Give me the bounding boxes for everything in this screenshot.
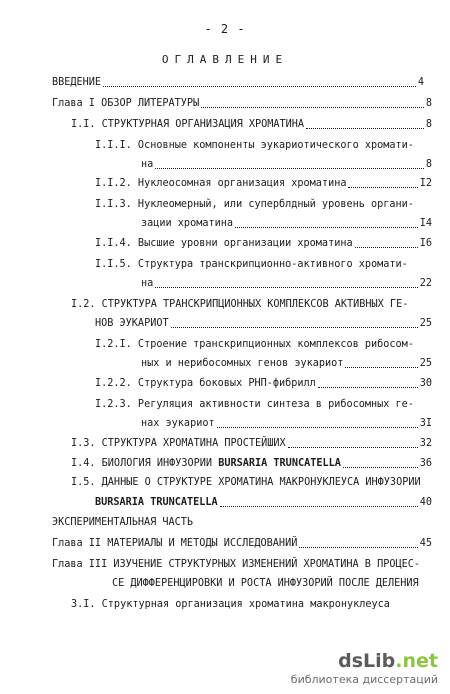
toc-entry-text: I.I.5. Структура транскрипционно-активного хромати- — [95, 259, 408, 270]
toc-entry-text: Глава I ОБЗОР ЛИТЕРАТУРЫ — [52, 98, 200, 109]
toc-entry-subsection-1-2-3-cont — [141, 417, 432, 431]
toc-entry-page: 32 — [419, 438, 432, 449]
toc-entry-section-1-3 — [71, 437, 432, 451]
watermark — [291, 650, 438, 686]
toc-entry-page: 36 — [419, 458, 432, 469]
toc-entry-section-1-2-cont — [95, 317, 432, 331]
leader-dots — [343, 467, 418, 468]
toc-title: ОГЛАВЛЕНИЕ — [161, 53, 289, 66]
toc-entry-subsection-1-2-3 — [95, 398, 414, 412]
leader-dots — [348, 187, 417, 188]
toc-entry-page: I4 — [419, 218, 432, 229]
leader-dots — [155, 168, 424, 169]
toc-entry-text: 3.I. Структурная организация хроматина макронуклеуса — [71, 599, 390, 610]
toc-entry-text: на — [141, 278, 154, 289]
toc-entry-text: на — [141, 159, 154, 170]
toc-entry-text: ных и нерибосомных генов эукариот — [141, 358, 344, 369]
toc-entry-subsection-1-2-1-cont — [141, 357, 432, 371]
toc-entry-text — [95, 496, 218, 510]
toc-entry-section-1-4 — [71, 457, 432, 471]
species-name: BURSARIA TRUNCATELLA — [218, 458, 341, 469]
toc-entry-section-3-1 — [71, 598, 390, 612]
toc-entry-subsection-1-1-2 — [95, 177, 432, 191]
toc-entry-page: 22 — [419, 278, 432, 289]
toc-entry-subsection-1-2-1 — [95, 338, 414, 352]
leader-dots — [355, 247, 418, 248]
species-name: BURSARIA TRUNCATELLA — [95, 497, 218, 508]
toc-entry-subsection-1-1-5 — [95, 258, 408, 272]
toc-entry-subsection-1-1-3 — [95, 198, 414, 212]
leader-dots — [345, 367, 417, 368]
toc-entry-chapter-1 — [52, 97, 432, 111]
toc-entry-text: I.3. СТРУКТУРА ХРОМАТИНА ПРОСТЕЙШИХ — [71, 438, 286, 449]
leader-dots — [299, 547, 417, 548]
toc-entry-text: НОВ ЭУКАРИОТ — [95, 318, 169, 329]
toc-entry-text: I.I. СТРУКТУРНАЯ ОРГАНИЗАЦИЯ ХРОМАТИНА — [71, 119, 305, 130]
toc-entry-text: Глава II МАТЕРИАЛЫ И МЕТОДЫ ИССЛЕДОВАНИЙ — [52, 538, 298, 549]
toc-entry-section-1-5-cont — [95, 496, 432, 510]
toc-entry-text: I.I.4. Высшие уровни организации хроматина — [95, 238, 353, 249]
toc-entry-text: нах эукариот — [141, 418, 215, 429]
toc-entry-text: I.2. СТРУКТУРА ТРАНСКРИПЦИОННЫХ КОМПЛЕКСОВ АКТИВНЫХ ГЕ- — [71, 299, 409, 310]
toc-entry-page: I6 — [419, 238, 432, 249]
toc-entry-page: 30 — [419, 378, 432, 389]
toc-entry-experimental-part — [52, 516, 193, 530]
toc-entry-page: 40 — [419, 497, 432, 508]
toc-entry-text: Глава III ИЗУЧЕНИЕ СТРУКТУРНЫХ ИЗМЕНЕНИЙ ХРОМАТИНА В ПРОЦЕС- — [52, 559, 421, 570]
toc-entry-subsection-1-1-1-cont — [141, 158, 432, 172]
toc-entry-page: 3I — [419, 418, 432, 429]
toc-entry-page: I2 — [419, 178, 432, 189]
leader-dots — [306, 128, 424, 129]
toc-entry-page: 8 — [425, 159, 432, 170]
toc-entry-section-1-1 — [71, 118, 432, 132]
leader-dots — [103, 86, 416, 87]
leader-dots — [217, 427, 418, 428]
toc-entry-text: I.I.2. Нуклеосомная организация хроматина — [95, 178, 347, 189]
leader-dots — [171, 327, 418, 328]
toc-entry-text: I.5. ДАННЫЕ О СТРУКТУРЕ ХРОМАТИНА МАКРОНУКЛЕУСА ИНФУЗОРИИ — [71, 477, 421, 488]
watermark-logo: dsLib.net — [338, 650, 438, 672]
toc-entry-page: 45 — [419, 538, 432, 549]
toc-entry-text: ЭКСПЕРИМЕНТАЛЬНАЯ ЧАСТЬ — [52, 517, 194, 528]
toc-entry-section-1-2 — [71, 298, 408, 312]
toc-entry-subsection-1-1-5-cont — [141, 277, 432, 291]
toc-entry-introduction — [52, 76, 424, 90]
toc-entry-page: 8 — [425, 98, 432, 109]
toc-entry-page: 4 — [417, 77, 424, 88]
leader-dots — [318, 387, 418, 388]
toc-entry-subsection-1-1-3-cont — [141, 217, 432, 231]
toc-entry-text: I.I.3. Нуклеомерный, или суперблдный уровень органи- — [95, 199, 414, 210]
leader-dots — [220, 506, 418, 507]
page-number: - 2 - — [204, 22, 246, 36]
toc-entry-text: СЕ ДИФФЕРЕНЦИРОВКИ И РОСТА ИНФУЗОРИЙ ПОСЛЕ ДЕЛЕНИЯ — [112, 578, 419, 589]
toc-entry-text: I.2.2. Структура боковых РНП-фибрилл — [95, 378, 316, 389]
toc-entry-text: I.2.I. Строение транскрипционных комплексов рибосом- — [95, 339, 414, 350]
toc-entry-subsection-1-1-4 — [95, 237, 432, 251]
toc-entry-chapter-2 — [52, 537, 432, 551]
toc-entry-text: зации хроматина — [141, 218, 234, 229]
leader-dots — [201, 107, 424, 108]
toc-entry-page: 25 — [419, 358, 432, 369]
toc-entry-text: I.2.3. Регуляция активности синтеза в рибосомных ге- — [95, 399, 414, 410]
toc-entry-section-1-5 — [71, 476, 421, 490]
leader-dots — [288, 447, 418, 448]
toc-entry-text: ВВЕДЕНИЕ — [52, 77, 102, 88]
toc-entry-chapter-3 — [52, 558, 420, 572]
toc-entry-page: 25 — [419, 318, 432, 329]
leader-dots — [155, 287, 417, 288]
toc-entry-text: I.I.I. Основные компоненты эукариотического хромати- — [95, 140, 414, 151]
toc-entry-chapter-3-cont — [112, 577, 419, 591]
toc-entry-subsection-1-2-2 — [95, 377, 432, 391]
watermark-subtitle: библиотека диссертаций — [290, 673, 438, 686]
leader-dots — [235, 227, 418, 228]
toc-entry-text: I.4. БИОЛОГИЯ ИНФУЗОРИИ BURSARIA TRUNCATELLA — [71, 458, 341, 469]
toc-entry-subsection-1-1-1 — [95, 139, 414, 153]
toc-entry-page: 8 — [425, 119, 432, 130]
